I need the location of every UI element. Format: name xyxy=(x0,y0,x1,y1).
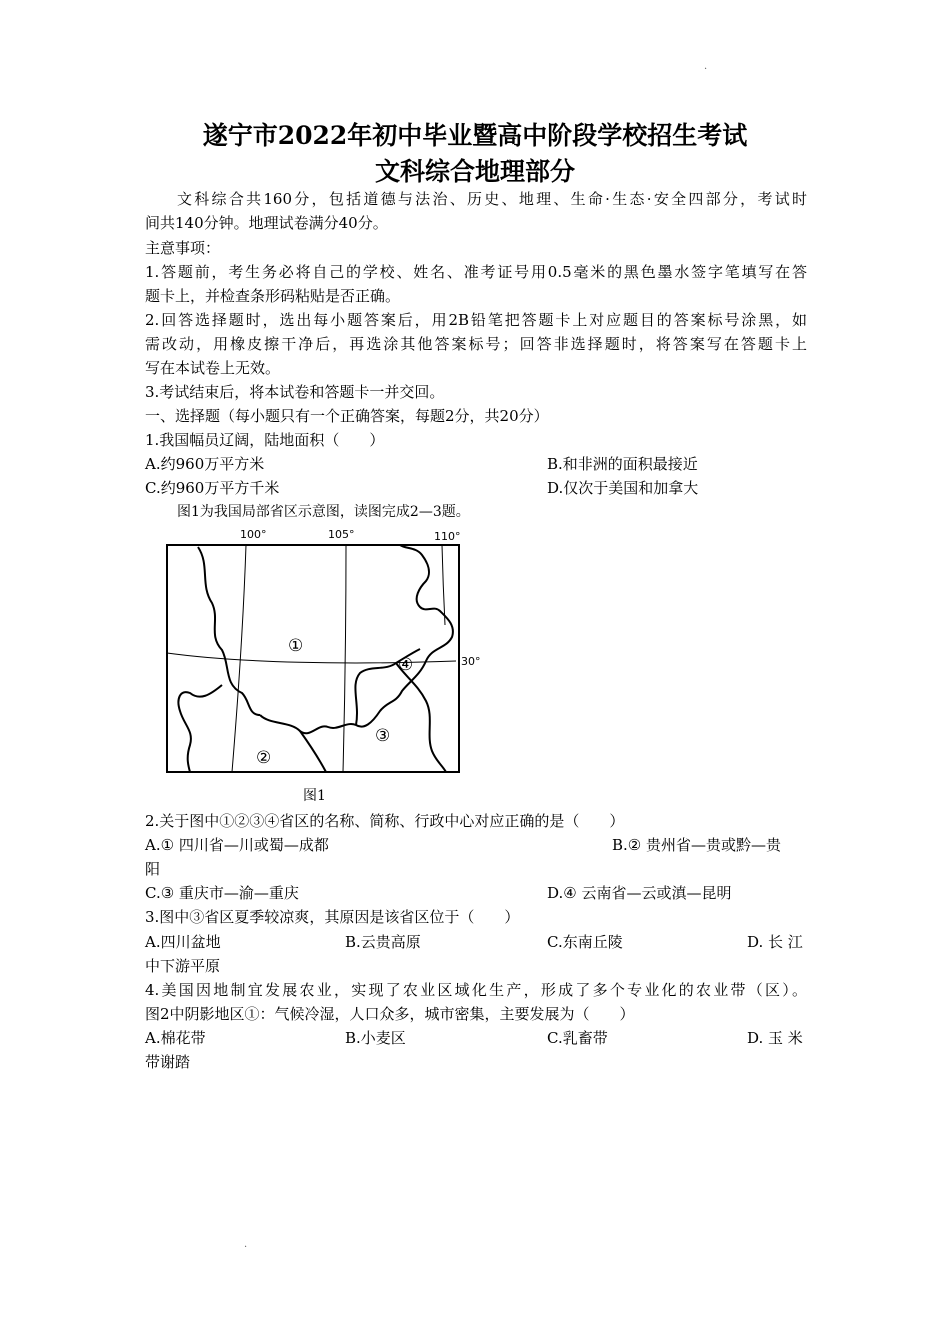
note-line-4: 需改动，用橡皮擦干净后，再选涂其他答案标号；回答非选择题时，将答案写在答题卡上 xyxy=(145,335,807,353)
province-map-figure xyxy=(150,525,481,785)
q1-option-a: A.约960万平方米 xyxy=(145,455,265,473)
note-line-1: 1.答题前，考生务必将自己的学校、姓名、准考证号用0.5毫米的黑色墨水签字笔填写在答 xyxy=(145,263,807,281)
figure1-caption: 图1 xyxy=(303,788,326,804)
q4-option-d-continued: 带谢踏 xyxy=(145,1053,191,1071)
meridian-105 xyxy=(343,545,346,772)
intro-line-2: 间共140分钟。地理试卷满分40分。 xyxy=(145,214,388,232)
note-line-5: 写在本试卷上无效。 xyxy=(145,359,281,377)
q2-option-a: A.① 四川省—川或蜀—成都 xyxy=(145,836,329,854)
q4-stem-line-2: 图2中阴影地区①：气候冷湿，人口众多，城市密集，主要发展为（ ） xyxy=(145,1005,635,1023)
q3-option-d: D. 长 江 xyxy=(747,933,803,951)
boundary-west xyxy=(198,547,260,715)
q2-stem: 2.关于图中①②③④省区的名称、简称、行政中心对应正确的是（ ） xyxy=(145,812,625,830)
q2-option-d: D.④ 云南省—云或滇—昆明 xyxy=(547,884,732,902)
note-line-3: 2.回答选择题时，选出每小题答案后，用2B铅笔把答题卡上对应题目的答案标号涂黑，如 xyxy=(145,311,807,329)
boundary-guizhou-east xyxy=(396,663,446,772)
q4-stem-line-1: 4.美国因地制宜发展农业，实现了农业区域化生产，形成了多个专业化的农业带（区）。 xyxy=(145,981,807,999)
q2-option-b: B.② 贵州省—贵或黔—贵 xyxy=(612,836,782,854)
lat-label-30: 30° xyxy=(461,655,481,668)
q2-option-c: C.③ 重庆市—渝—重庆 xyxy=(145,884,299,902)
q1-option-c: C.约960万平方千米 xyxy=(145,479,280,497)
scan-dot: · xyxy=(704,64,708,75)
intro-line-1: 文科综合共160分，包括道德与法治、历史、地理、生命·生态·安全四部分，考试时 xyxy=(177,190,807,208)
exam-title: 遂宁市2022年初中毕业暨高中阶段学校招生考试 xyxy=(202,121,748,150)
q3-option-d-continued: 中下游平原 xyxy=(145,957,221,975)
q1-option-b: B.和非洲的面积最接近 xyxy=(547,455,698,473)
region-label-3: ③ xyxy=(375,726,391,746)
boundary-southwest xyxy=(178,685,222,772)
notes-heading: 主意事项： xyxy=(145,239,221,257)
lon-label-110: 110° xyxy=(434,530,461,543)
region-label-4: ④ xyxy=(398,655,414,675)
q3-option-b: B.云贵高原 xyxy=(345,933,421,951)
q3-option-a: A.四川盆地 xyxy=(145,933,221,951)
q3-stem: 3.图中③省区夏季较凉爽，其原因是该省区位于（ ） xyxy=(145,908,520,926)
meridian-100 xyxy=(232,545,246,772)
figure1-intro: 图1为我国局部省区示意图，读图完成2—3题。 xyxy=(177,504,470,520)
q2-option-b-continued: 阳 xyxy=(145,860,161,878)
lon-label-105: 105° xyxy=(328,528,355,541)
note-line-6: 3.考试结束后，将本试卷和答题卡一并交回。 xyxy=(145,383,445,401)
q4-option-d: D. 玉 米 xyxy=(747,1029,803,1047)
region-label-1: ① xyxy=(288,636,304,656)
q4-option-c: C.乳畜带 xyxy=(547,1029,608,1047)
lon-label-100: 100° xyxy=(240,528,267,541)
scan-dot: · xyxy=(244,1242,248,1253)
q3-option-c: C.东南丘陵 xyxy=(547,933,623,951)
q1-option-d: D.仅次于美国和加拿大 xyxy=(547,479,699,497)
q4-option-a: A.棉花带 xyxy=(145,1029,206,1047)
q4-option-b: B.小麦区 xyxy=(345,1029,406,1047)
exam-subtitle: 文科综合地理部分 xyxy=(374,157,575,186)
note-line-2: 题卡上，并检查条形码粘贴是否正确。 xyxy=(145,287,401,305)
boundary-yunnan-guizhou xyxy=(300,731,326,772)
section-heading: 一、选择题（每小题只有一个正确答案，每题2分，共20分） xyxy=(145,407,549,425)
map-frame xyxy=(167,545,459,772)
region-label-2: ② xyxy=(256,748,272,768)
q1-stem: 1.我国幅员辽阔，陆地面积（ ） xyxy=(145,431,385,449)
